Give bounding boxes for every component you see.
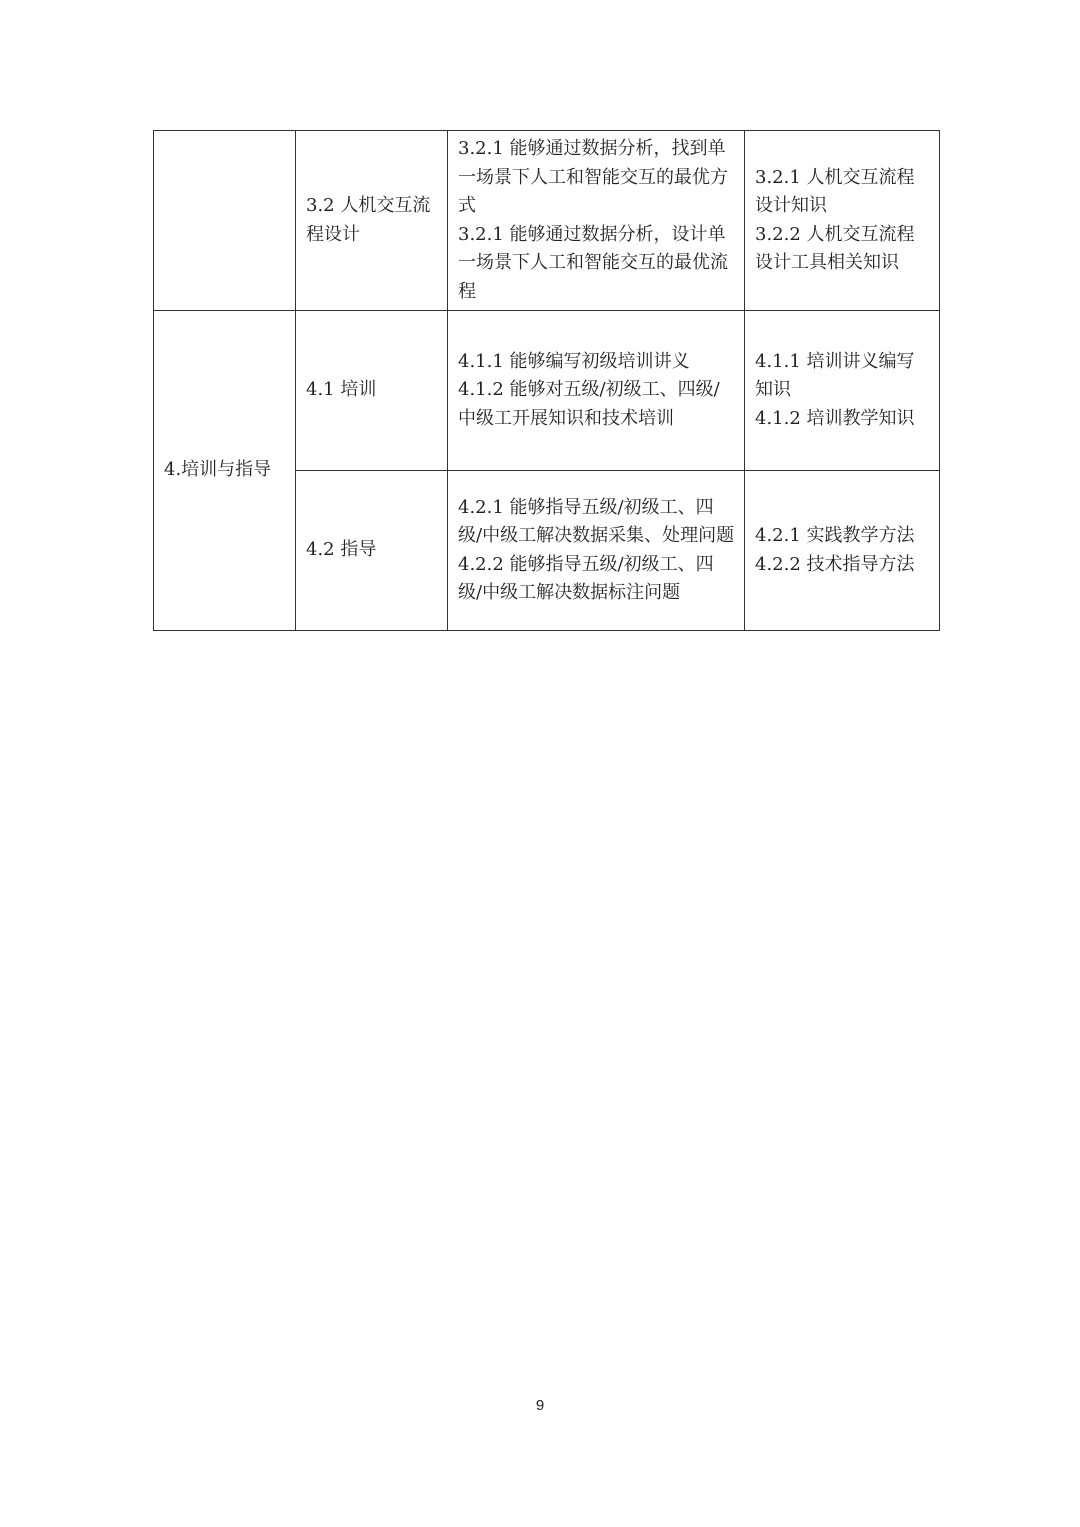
function-cell [154, 131, 296, 311]
related-knowledge-cell [745, 471, 940, 631]
function-text: 4.培训与指导 [164, 459, 272, 481]
skill-requirement: 4.1.2 能够对五级/初级工、四级/中级工开展知识和技术培训 [458, 379, 720, 429]
skill-requirement: 3.2.1 能够通过数据分析，设计单一场景下人工和智能交互的最优流程 [458, 223, 728, 302]
skill-requirements-cell [448, 311, 745, 471]
related-knowledge-cell [745, 311, 940, 471]
knowledge-requirement: 4.2.1 实践教学方法 [755, 525, 915, 546]
skill-requirement: 4.2.1 能够指导五级/初级工、四级/中级工解决数据采集、处理问题 [458, 496, 735, 546]
skill-requirement: 4.1.1 能够编写初级培训讲义 [458, 350, 690, 372]
skill-requirement: 3.2.1 能够通过数据分析，找到单一场景下人工和智能交互的最优方式 [458, 138, 728, 216]
work-item-cell [296, 471, 448, 631]
work-item-text: 4.1 培训 [306, 379, 377, 401]
knowledge-requirement: 4.2.2 技术指导方法 [755, 553, 915, 575]
table-row [154, 311, 940, 471]
function-cell [154, 311, 296, 631]
work-item-text: 3.2 人机交互流程设计 [306, 195, 431, 245]
knowledge-requirement: 3.2.1 人机交互流程设计知识 [755, 166, 915, 216]
table-row [154, 131, 940, 311]
related-knowledge-cell [745, 131, 940, 311]
knowledge-requirement: 4.1.1 培训讲义编写知识 [755, 350, 915, 401]
knowledge-requirement: 4.1.2 培训教学知识 [755, 407, 915, 429]
skill-requirement: 4.2.2 能够指导五级/初级工、四级/中级工解决数据标注问题 [458, 553, 714, 603]
work-item-cell [296, 311, 448, 471]
page-number: 9 [535, 1397, 545, 1414]
work-item-cell [296, 131, 448, 311]
occupational-standard-table [153, 130, 940, 631]
skill-requirements-cell [448, 131, 745, 311]
skill-requirements-cell [448, 471, 745, 631]
work-item-text: 4.2 指导 [306, 539, 377, 561]
knowledge-requirement: 3.2.2 人机交互流程设计工具相关知识 [755, 223, 915, 273]
